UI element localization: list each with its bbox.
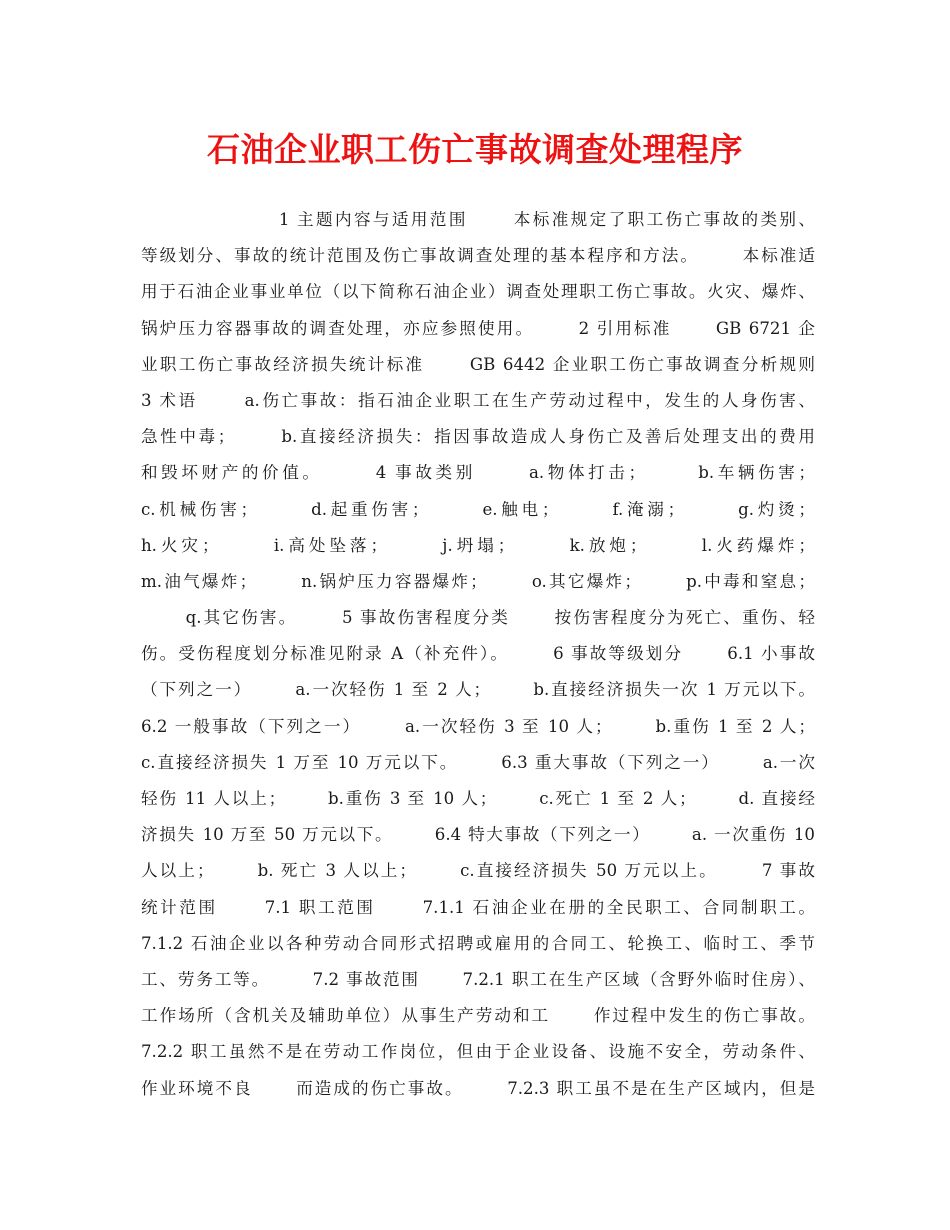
text-line: 工、劳务工等。 7.2 事故范围 7.2.1 职工在生产区域（含野外临时住房）、 — [141, 969, 815, 989]
text-line: q.其它伤害。 5 事故伤害程度分类 按伤害程度分为死亡、重伤、轻 — [141, 608, 815, 628]
text-line: 7.1.2 石油企业以各种劳动合同形式招聘或雇用的合同工、轮换工、临时工、季节 — [141, 933, 815, 953]
text-line: 伤。受伤程度划分标准见附录 A（补充件）。 6 事故等级划分 6.1 小事故 — [141, 644, 815, 664]
text-line: 统计范围 7.1 职工范围 7.1.1 石油企业在册的全民职工、合同制职工。 — [141, 897, 815, 917]
text-line: c.直接经济损失 1 万至 10 万元以下。 6.3 重大事故（下列之一） a.一次 — [141, 752, 815, 772]
text-line: 6.2 一般事故（下列之一） a.一次轻伤 3 至 10 人； b.重伤 1 至 2 人； — [141, 716, 815, 736]
text-line: 7.2.2 职工虽然不是在劳动工作岗位，但由于企业设备、设施不安全，劳动条件、 — [141, 1042, 815, 1062]
text-line: （下列之一） a.一次轻伤 1 至 2 人； b.直接经济损失一次 1 万元以下。 — [141, 680, 815, 700]
text-line: 3 术语 a.伤亡事故：指石油企业职工在生产劳动过程中，发生的人身伤害、 — [141, 390, 815, 410]
text-line: 急性中毒； b.直接经济损失：指因事故造成人身伤亡及善后处理支出的费用 — [141, 427, 815, 447]
document-title: 石油企业职工伤亡事故调查处理程序 — [207, 130, 743, 169]
text-line: 轻伤 11 人以上； b.重伤 3 至 10 人； c.死亡 1 至 2 人； d. 直接经 — [141, 789, 815, 808]
text-line: 工作场所（含机关及辅助单位）从事生产劳动和工 作过程中发生的伤亡事故。 — [141, 1006, 815, 1026]
text-line: 和毁坏财产的价值。 4 事故类别 a.物体打击； b.车辆伤害； — [141, 463, 815, 483]
text-line: 1 主题内容与适用范围 本标准规定了职工伤亡事故的类别、 — [141, 210, 815, 229]
text-line: 等级划分、事故的统计范围及伤亡事故调查处理的基本程序和方法。 本标准适 — [141, 246, 815, 266]
text-line: 用于石油企业事业单位（以下简称石油企业）调查处理职工伤亡事故。火灾、爆炸、 — [141, 282, 815, 302]
text-line: 作业环境不良 而造成的伤亡事故。 7.2.3 职工虽不是在生产区域内，但是 — [141, 1078, 815, 1098]
text-line: h.火灾； i.高处坠落； j.坍塌； k.放炮； l.火药爆炸； — [141, 535, 815, 555]
text-line: 人以上； b. 死亡 3 人以上； c.直接经济损失 50 万元以上。 7 事故 — [141, 861, 815, 881]
text-line: m.油气爆炸； n.锅炉压力容器爆炸； o.其它爆炸； p.中毒和窒息； — [141, 571, 815, 591]
text-line: 锅炉压力容器事故的调查处理，亦应参照使用。 2 引用标准 GB 6721 企 — [141, 318, 815, 338]
text-line: 济损失 10 万至 50 万元以下。 6.4 特大事故（下列之一） a. 一次重伤 10 — [141, 825, 815, 845]
document-body — [141, 202, 815, 1107]
text-line: 业职工伤亡事故经济损失统计标准 GB 6442 企业职工伤亡事故调查分析规则 — [141, 354, 815, 374]
text-line: c.机械伤害； d.起重伤害； e.触电； f.淹溺； g.灼烫； — [141, 499, 815, 519]
